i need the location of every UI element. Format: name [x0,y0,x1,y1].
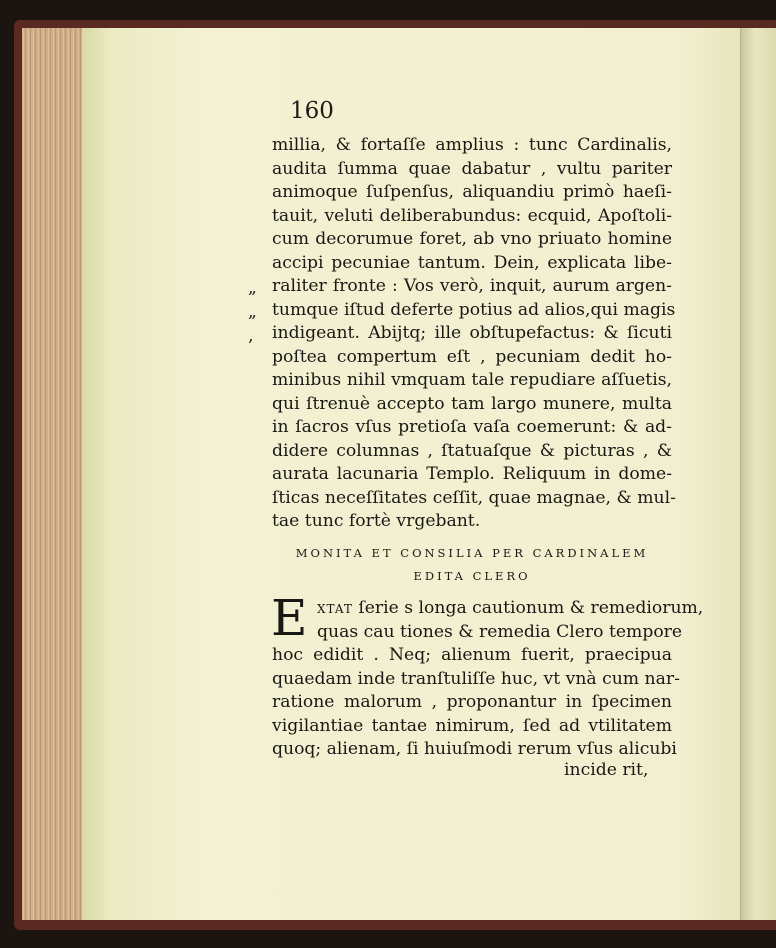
text-line-rest: ſerie s longa cautionum & remediorum, [352,598,704,618]
text-line: qui ſtrenuè accepto tam largo munere, multa [272,393,672,414]
facing-page-edge [740,28,776,920]
paragraph-1 [272,134,676,534]
text-line: tae tunc fortè vrgebant. [272,511,481,531]
text-line: cum decorumue foret, ab vno priuato homine [272,229,672,249]
page-edges [22,28,84,920]
quote-mark: ‚ [248,326,254,346]
text-line: vigilantiae tantae nimirum, ſed ad vtilitatem [272,715,672,736]
first-word-small-caps: XTAT [317,602,353,616]
page-number: 160 [290,98,334,124]
text-line: quoq; alienam, ſi huiuſmodi rerum vſus alicubi [272,739,677,759]
text-line: tumque iſtud deferte potius ad alios,qui magis [272,299,676,320]
text-line: audita ſumma quae dabatur , vultu pariter [272,158,672,179]
text-line: indigeant. Abijtq; ille obſtupefactus: & ſicuti [272,323,672,343]
text-line: minibus nihil vmquam tale repudiare aſſuetis, [272,370,672,390]
quote-mark: „ [248,278,257,298]
section-heading-line-2: EDITA CLERO [413,569,531,583]
text-line: hoc edidit . Neq; alienum fuerit, praecipua [272,645,672,665]
text-line [272,597,704,621]
paragraph-2 [272,597,704,762]
text-line: poſtea compertum eſt , pecuniam dedit ho- [272,346,672,367]
section-heading: MONITA ET CONSILIA PER CARDINALEM [295,546,649,560]
catchword: incide rit, [564,760,649,780]
text-line: didere columnas , ſtatuaſque & picturas , & [272,440,672,461]
text-line: quaedam inde tranſtuliſſe huc, vt vnà cum nar- [272,668,680,689]
text-line: in ſacros vſus pretioſa vaſa coemerunt: & ad- [272,417,672,437]
drop-cap: E [271,589,308,647]
quote-mark: „ [248,302,257,322]
text-line: ſticas neceſſitates ceſſit, quae magnae, & mul- [272,487,676,508]
text-line: millia, & fortaſſe amplius : tunc Cardinalis, [272,135,672,155]
text-line: ratione malorum , proponantur in ſpecimen [272,692,672,712]
text-line: quas cau tiones & remedia Clero tempore [317,621,683,642]
text-line: animoque ſuſpenſus, aliquandiu primò haeſi- [272,182,672,202]
text-line: aurata lacunaria Templo. Reliquum in dome- [272,464,672,484]
text-line: tauit, veluti deliberabundus: ecquid, Apoſtoli- [272,205,672,226]
text-line: raliter fronte : Vos verò, inquit, aurum argen- [272,276,672,296]
text-line: accipi pecuniae tantum. Dein, explicata libe- [272,252,672,273]
